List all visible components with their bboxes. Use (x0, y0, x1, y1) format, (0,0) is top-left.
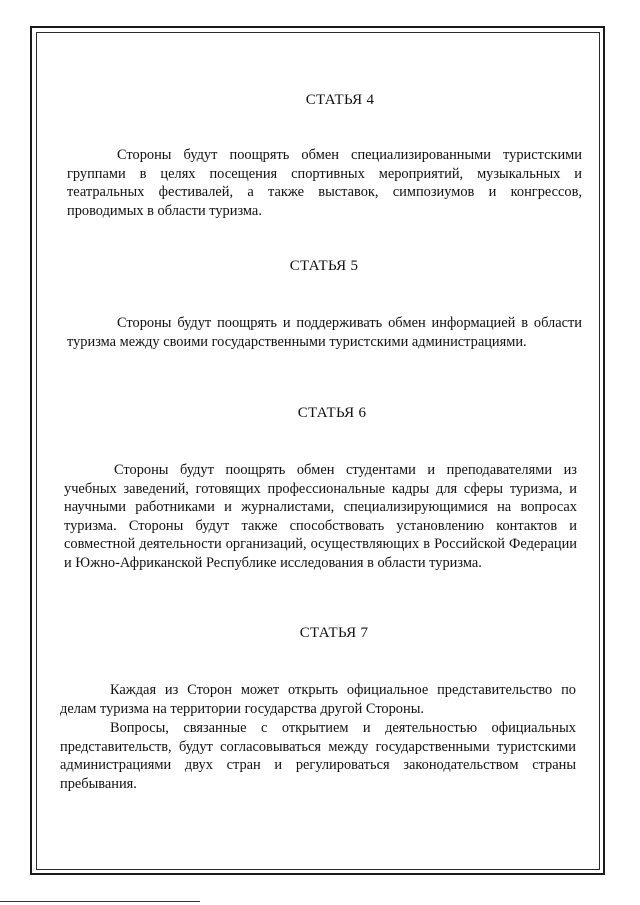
article-5-heading: СТАТЬЯ 5 (289, 258, 359, 274)
article-7-paragraph-2: Вопросы, связанные с открытием и деятельностью официальных представительств, будут согласовываться между государственными туристскими администрациями двух стран и регулироваться законодательством страны пребывания. (60, 720, 576, 792)
article-6-heading: СТАТЬЯ 6 (297, 405, 367, 421)
article-7-heading: СТАТЬЯ 7 (299, 625, 369, 641)
bottom-rule (0, 901, 200, 902)
article-4-paragraph: Стороны будут поощрять обмен специализированными туристскими группами в целях посещения спортивных мероприятий, музыкальных и театральных фестивалей, а также выставок, симпозиумов и конгрессов, проводимых в области туризма. (67, 147, 582, 219)
article-6-paragraph: Стороны будут поощрять обмен студентами и преподавателями из учебных заведений, готовящих профессиональные кадры для сферы туризма, и научными работниками и журналистами, специализирующимися на вопросах туризма. Стороны будут также способствовать установлению контактов и совместной деятельности организаций, осуществляющих в Российской Федерации и Южно-Африканской Республике исследования в области туризма. (64, 462, 577, 571)
article-5-paragraph: Стороны будут поощрять и поддерживать обмен информацией в области туризма между своими государственными туристскими администрациями. (67, 315, 582, 350)
article-7-paragraph-1: Каждая из Сторон может открыть официальное представительство по делам туризма на территории государства другой Стороны. (60, 682, 576, 717)
article-4-heading: СТАТЬЯ 4 (305, 92, 375, 108)
